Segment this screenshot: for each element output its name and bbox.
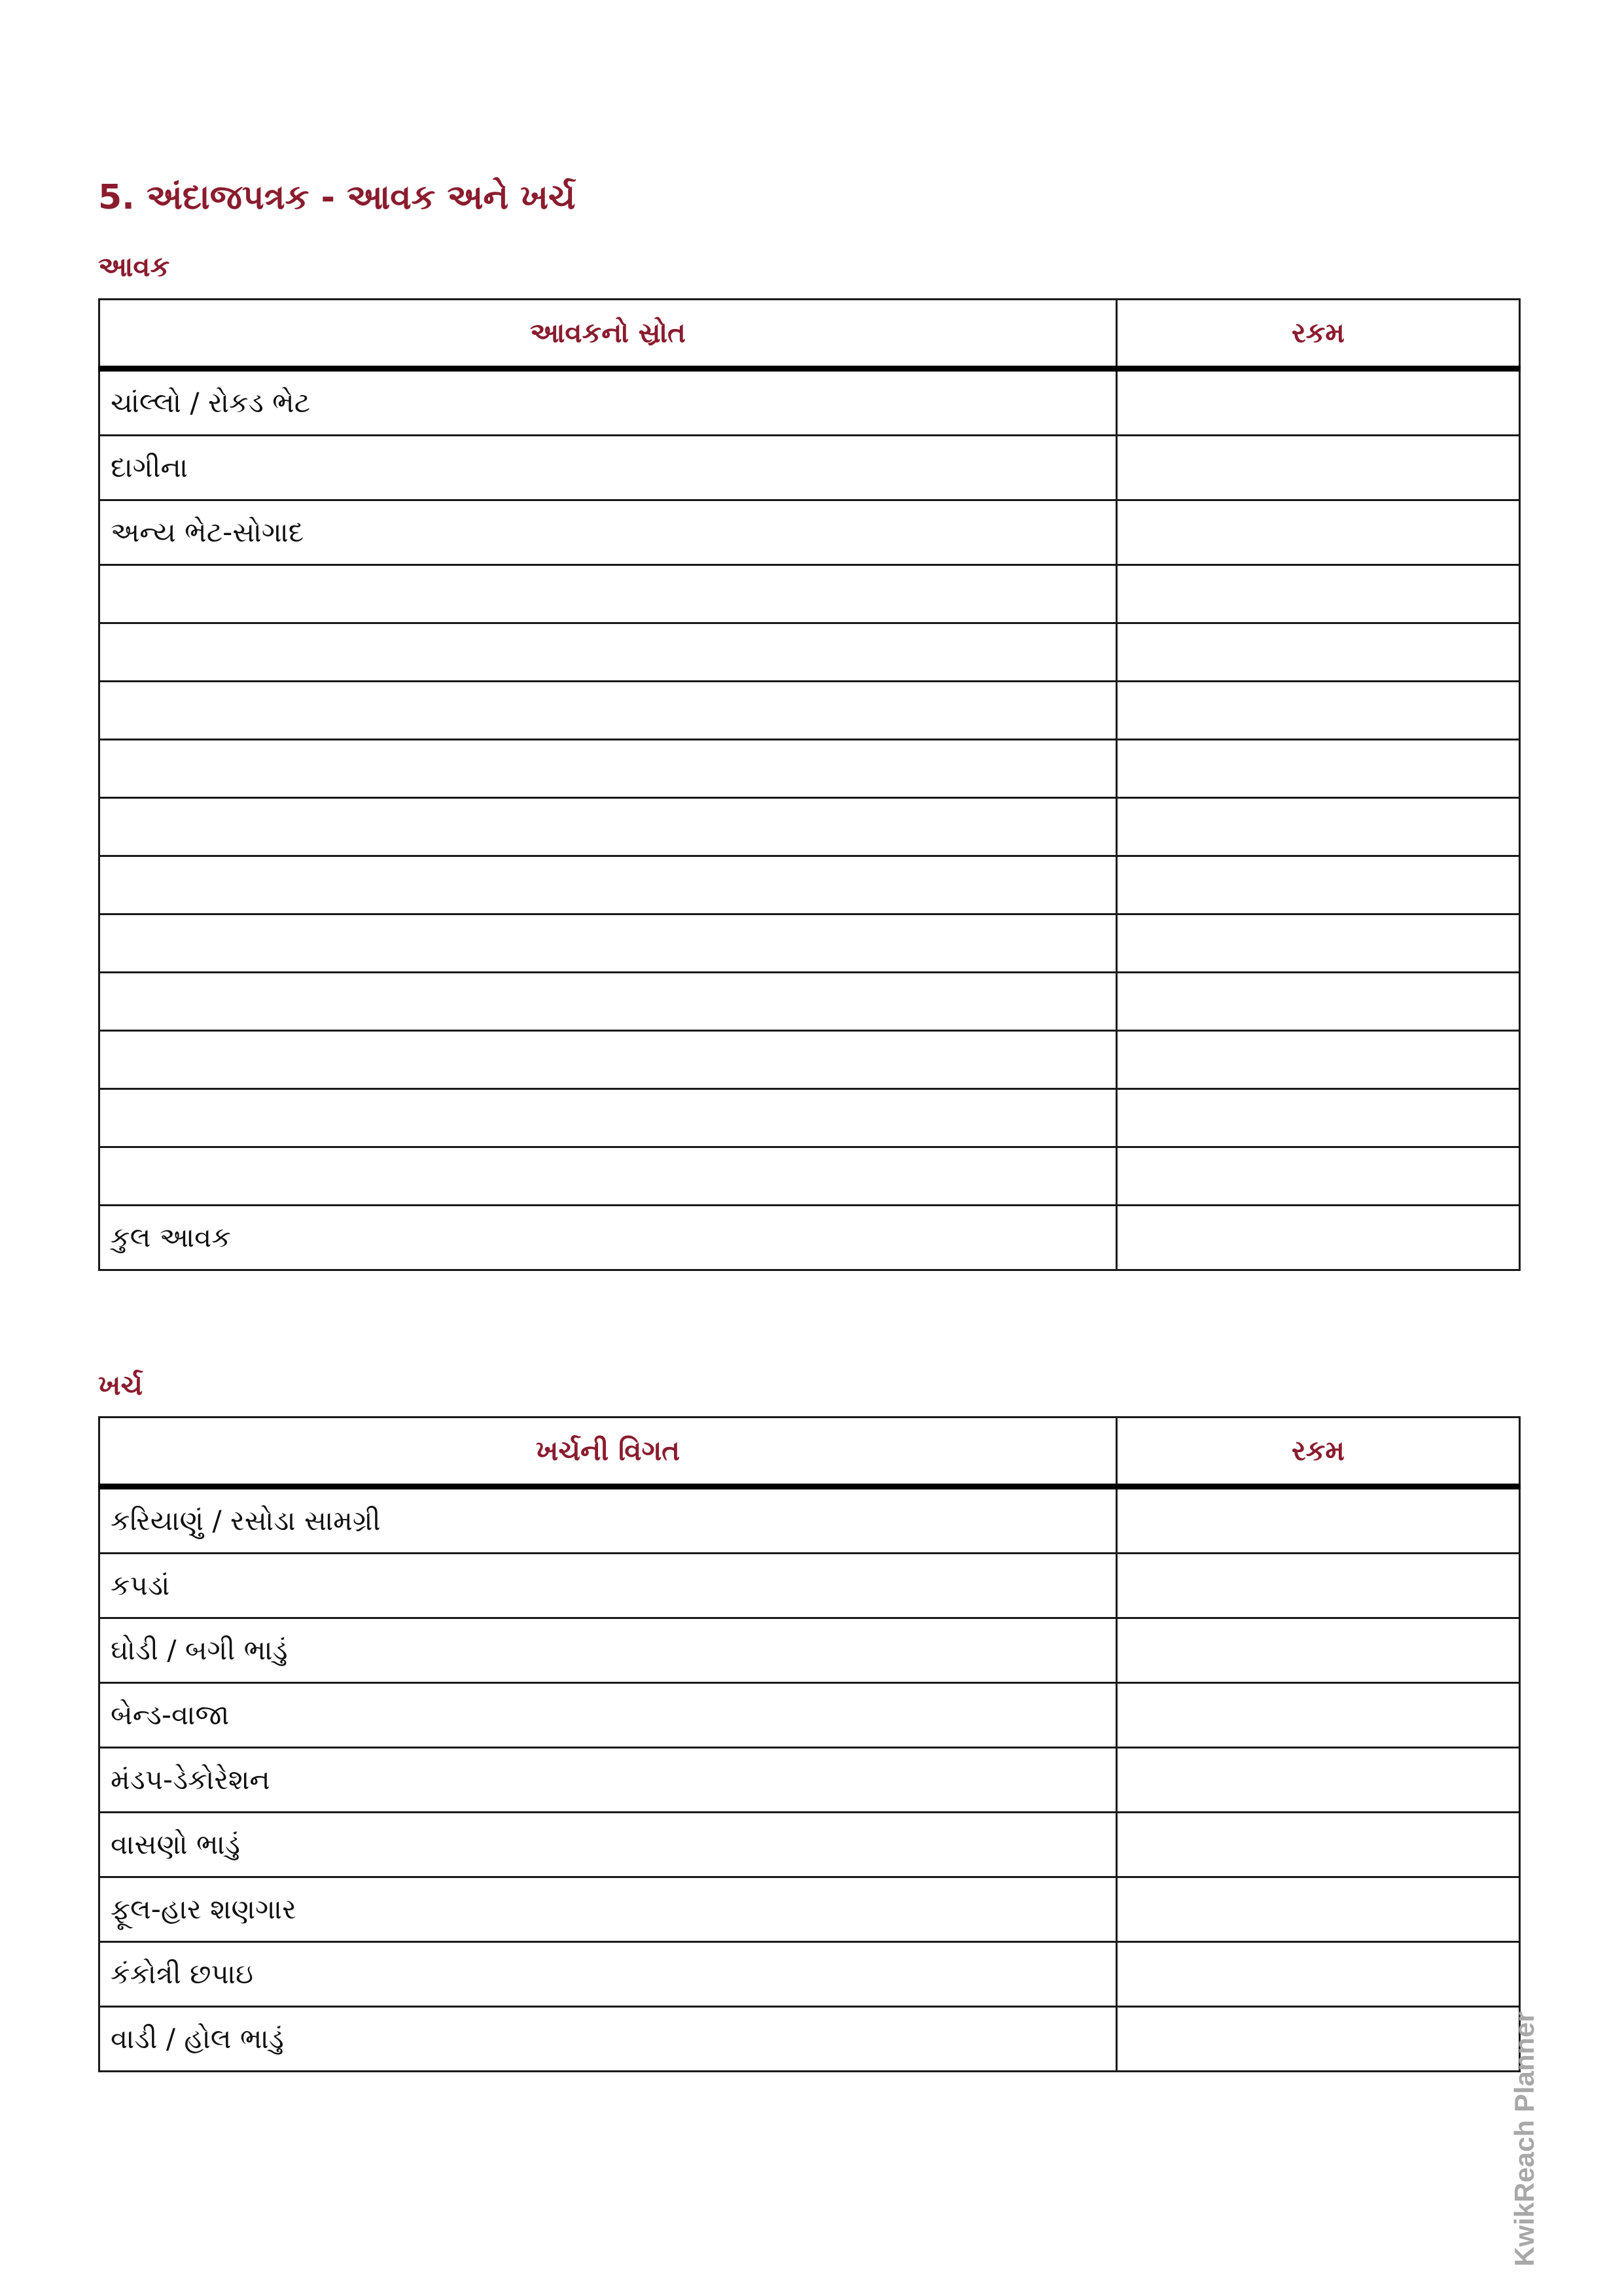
income-amount-cell[interactable]: [1117, 856, 1520, 914]
expense-amount-cell[interactable]: [1117, 1683, 1520, 1748]
income-source-cell[interactable]: [99, 1031, 1117, 1089]
table-row: [99, 623, 1520, 682]
expense-detail-cell: બેન્ડ-વાજા: [99, 1683, 1117, 1748]
table-row: [99, 1748, 1520, 1813]
expense-detail-cell: કપડાં: [99, 1554, 1117, 1618]
expense-detail-cell: મંડપ-ડેકોરેશન: [99, 1748, 1117, 1813]
expense-amount-cell[interactable]: [1117, 1748, 1520, 1813]
income-source-cell: ચાંલ્લો / રોકડ ભેટ: [99, 369, 1117, 436]
expense-detail-cell: કરિયાણું / રસોડા સામગ્રી: [99, 1487, 1117, 1554]
income-amount-cell[interactable]: [1117, 1089, 1520, 1147]
table-row: [99, 1487, 1520, 1554]
table-row: [99, 436, 1520, 500]
income-section-title: આવક: [98, 251, 170, 283]
expense-table-header-row: [99, 1418, 1520, 1487]
table-row: [99, 1813, 1520, 1877]
expense-section-title: ખર્ચ: [98, 1369, 143, 1401]
income-source-cell: અન્ય ભેટ-સોગાદ: [99, 500, 1117, 565]
income-amount-cell[interactable]: [1117, 1031, 1520, 1089]
expense-amount-cell[interactable]: [1117, 1618, 1520, 1683]
income-amount-cell[interactable]: [1117, 500, 1520, 565]
expense-detail-cell: વાસણો ભાડું: [99, 1813, 1117, 1877]
income-total-amount[interactable]: [1117, 1206, 1520, 1270]
expense-amount-header: રકમ: [1117, 1418, 1520, 1487]
table-row: [99, 973, 1520, 1031]
income-source-cell[interactable]: [99, 623, 1117, 682]
table-row: [99, 565, 1520, 623]
table-row: [99, 369, 1520, 436]
income-source-cell[interactable]: [99, 682, 1117, 740]
table-row: [99, 682, 1520, 740]
table-row: [99, 740, 1520, 798]
income-source-cell[interactable]: [99, 798, 1117, 856]
income-source-cell[interactable]: [99, 1089, 1117, 1147]
expense-amount-cell[interactable]: [1117, 1813, 1520, 1877]
watermark: KwikReach Planner: [1509, 2011, 1540, 2267]
table-row: [99, 1554, 1520, 1618]
expense-detail-cell: ઘોડી / બગી ભાડું: [99, 1618, 1117, 1683]
income-source-cell: દાગીના: [99, 436, 1117, 500]
income-amount-cell[interactable]: [1117, 369, 1520, 436]
expense-amount-cell[interactable]: [1117, 1487, 1520, 1554]
table-row: [99, 1618, 1520, 1683]
income-source-cell[interactable]: [99, 973, 1117, 1031]
expense-amount-cell[interactable]: [1117, 2007, 1520, 2072]
table-row: [99, 1683, 1520, 1748]
table-row: [99, 798, 1520, 856]
income-total-row: [99, 1206, 1520, 1270]
income-total-label: કુલ આવક: [99, 1206, 1117, 1270]
income-amount-cell[interactable]: [1117, 740, 1520, 798]
income-source-cell[interactable]: [99, 740, 1117, 798]
income-amount-cell[interactable]: [1117, 798, 1520, 856]
table-row: [99, 2007, 1520, 2072]
expense-amount-cell[interactable]: [1117, 1554, 1520, 1618]
table-row: [99, 1089, 1520, 1147]
income-amount-header: રકમ: [1117, 300, 1520, 369]
income-amount-cell[interactable]: [1117, 1147, 1520, 1206]
table-row: [99, 1031, 1520, 1089]
page-title: 5. અંદાજપત્રક - આવક અને ખર્ચ: [98, 178, 576, 217]
income-table: [98, 298, 1521, 1271]
income-source-cell[interactable]: [99, 1147, 1117, 1206]
expense-detail-header: ખર્ચની વિગત: [99, 1418, 1117, 1487]
table-row: [99, 500, 1520, 565]
table-row: [99, 1147, 1520, 1206]
income-amount-cell[interactable]: [1117, 623, 1520, 682]
table-row: [99, 856, 1520, 914]
table-row: [99, 1877, 1520, 1942]
expense-amount-cell[interactable]: [1117, 1877, 1520, 1942]
income-amount-cell[interactable]: [1117, 436, 1520, 500]
table-row: [99, 1942, 1520, 2007]
income-amount-cell[interactable]: [1117, 565, 1520, 623]
income-table-header-row: [99, 300, 1520, 369]
expense-detail-cell: કંકોત્રી છપાઇ: [99, 1942, 1117, 2007]
income-amount-cell[interactable]: [1117, 682, 1520, 740]
income-amount-cell[interactable]: [1117, 914, 1520, 973]
expense-table: [98, 1416, 1521, 2072]
income-source-header: આવકનો સ્રોત: [99, 300, 1117, 369]
income-amount-cell[interactable]: [1117, 973, 1520, 1031]
expense-amount-cell[interactable]: [1117, 1942, 1520, 2007]
table-row: [99, 914, 1520, 973]
expense-detail-cell: વાડી / હોલ ભાડું: [99, 2007, 1117, 2072]
income-source-cell[interactable]: [99, 856, 1117, 914]
expense-detail-cell: ફૂલ-હાર શણગાર: [99, 1877, 1117, 1942]
income-source-cell[interactable]: [99, 565, 1117, 623]
income-source-cell[interactable]: [99, 914, 1117, 973]
